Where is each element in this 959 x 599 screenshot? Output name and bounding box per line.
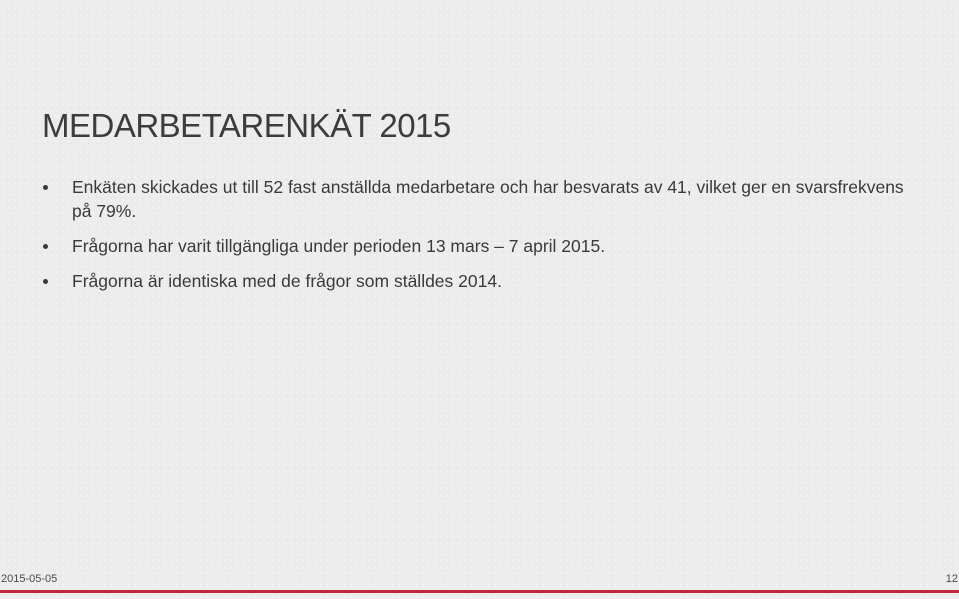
bullet-dot-icon [43, 279, 48, 284]
slide-title: MEDARBETARENKÄT 2015 [42, 107, 451, 144]
bullet-dot-icon [43, 244, 48, 249]
bullet-item [40, 175, 920, 223]
bullet-dot-icon [43, 185, 48, 190]
bullet-text: Enkäten skickades ut till 52 fast anställda medarbetare och har besvarats av 41, vilket ger en svarsfrekvens på 79%. [72, 177, 904, 221]
bullet-item [40, 234, 920, 258]
bullet-item [40, 269, 920, 293]
footer-page-number: 12 [945, 573, 958, 585]
bullet-list [40, 175, 920, 304]
bullet-text: Frågorna har varit tillgängliga under perioden 13 mars – 7 april 2015. [72, 236, 606, 256]
footer-date: 2015-05-05 [1, 573, 58, 585]
footer-accent-line [0, 590, 959, 593]
bullet-text: Frågorna är identiska med de frågor som ställdes 2014. [72, 271, 502, 291]
